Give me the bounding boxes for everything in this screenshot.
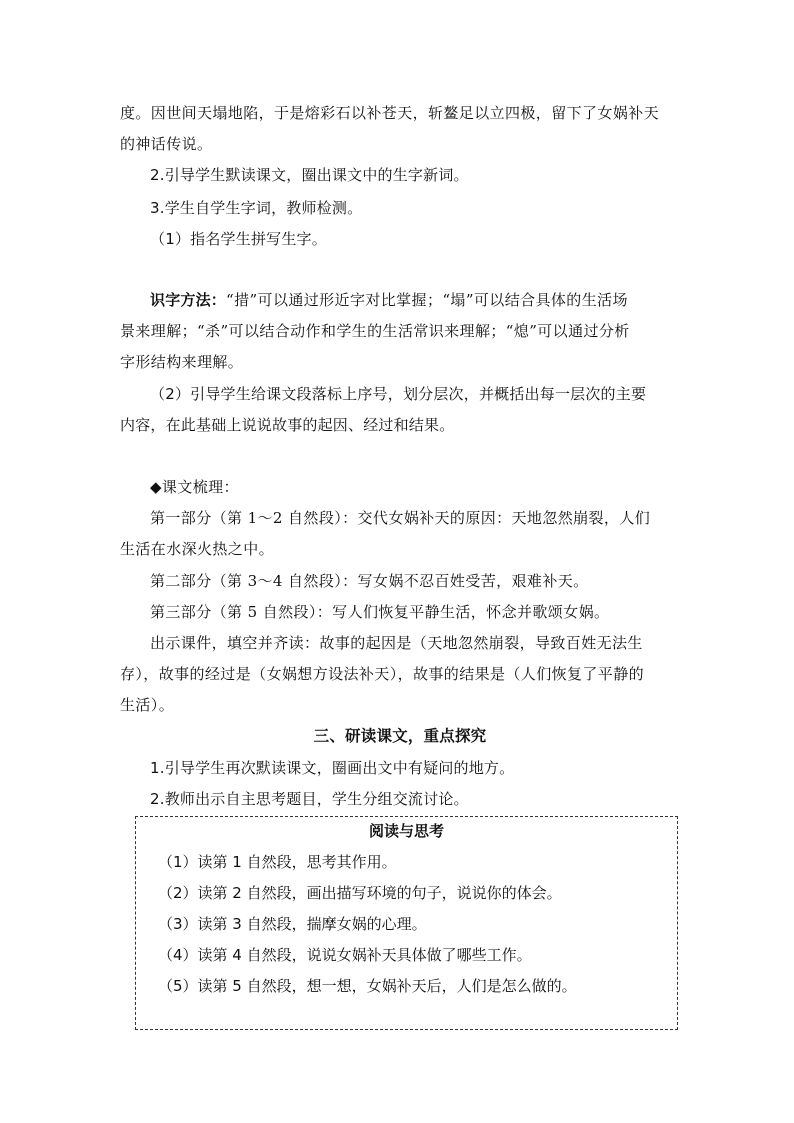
box-item: （5）读第 5 自然段，想一想，女娲补天后，人们是怎么做的。 — [158, 977, 577, 995]
outline-fill-line-1: 出示课件，填空并齐读：故事的起因是（天地忽然崩裂，导致百姓无法生 — [150, 634, 643, 652]
outline-fill-line-3: 生活）。 — [120, 696, 175, 714]
step-3: 3.学生自学生字词，教师检测。 — [150, 199, 363, 217]
literacy-line-3: 字形结构来理解。 — [120, 353, 244, 371]
sub-step-1: （1）指名学生拼写生字。 — [150, 230, 327, 248]
section-3-heading: 三、研读课文，重点探究 — [313, 727, 487, 745]
box-title: 阅读与思考 — [368, 822, 444, 840]
outline-part-1-line-2: 生活在水深火热之中。 — [120, 540, 275, 558]
literacy-label: 识字方法： — [150, 291, 227, 309]
sub-step-2-line-2: 内容，在此基础上说说故事的起因、经过和结果。 — [120, 416, 455, 434]
literacy-line-1 — [150, 290, 710, 310]
literacy-line-2: 景来理解；“杀”可以结合动作和学生的生活常识来理解；“熄”可以通过分析 — [120, 322, 630, 340]
outline-part-1-line-1: 第一部分（第 1～2 自然段）：交代女娲补天的原因：天地忽然崩裂，人们 — [150, 509, 651, 527]
outline-part-2: 第二部分（第 3～4 自然段）：写女娲不忍百姓受苦，艰难补天。 — [150, 572, 589, 590]
intro-line-1: 度。因世间天塌地陷，于是熔彩石以补苍天，斩鳌足以立四极，留下了女娲补天 — [120, 104, 660, 122]
box-item: （1）读第 1 自然段，思考其作用。 — [158, 853, 397, 871]
section-3-step-1: 1.引导学生再次默读课文，圈画出文中有疑问的地方。 — [150, 759, 515, 777]
box-item: （2）读第 2 自然段，画出描写环境的句子，说说你的体会。 — [158, 884, 562, 902]
outline-part-3: 第三部分（第 5 自然段）：写人们恢复平静生活，怀念并歌颂女娲。 — [150, 603, 610, 621]
box-item: （3）读第 3 自然段，揣摩女娲的心理。 — [158, 915, 427, 933]
intro-line-2: 的神话传说。 — [120, 135, 213, 153]
outline-fill-line-2: 存），故事的经过是（女娲想方设法补天），故事的结果是（人们恢复了平静的 — [120, 665, 645, 683]
box-item: （4）读第 4 自然段，说说女娲补天具体做了哪些工作。 — [158, 946, 532, 964]
sub-step-2-line-1: （2）引导学生给课文段落标上序号，划分层次，并概括出每一层次的主要 — [150, 385, 647, 403]
section-3-step-2: 2.教师出示自主思考题目，学生分组交流讨论。 — [150, 790, 469, 808]
step-2: 2.引导学生默读课文，圈出课文中的生字新词。 — [150, 166, 469, 184]
outline-title: ◆课文梳理： — [150, 478, 239, 496]
reading-thinking-box — [135, 816, 678, 1030]
literacy-text-1: “措”可以通过形近字对比掌握；“塌”可以结合具体的生活场 — [226, 291, 628, 309]
